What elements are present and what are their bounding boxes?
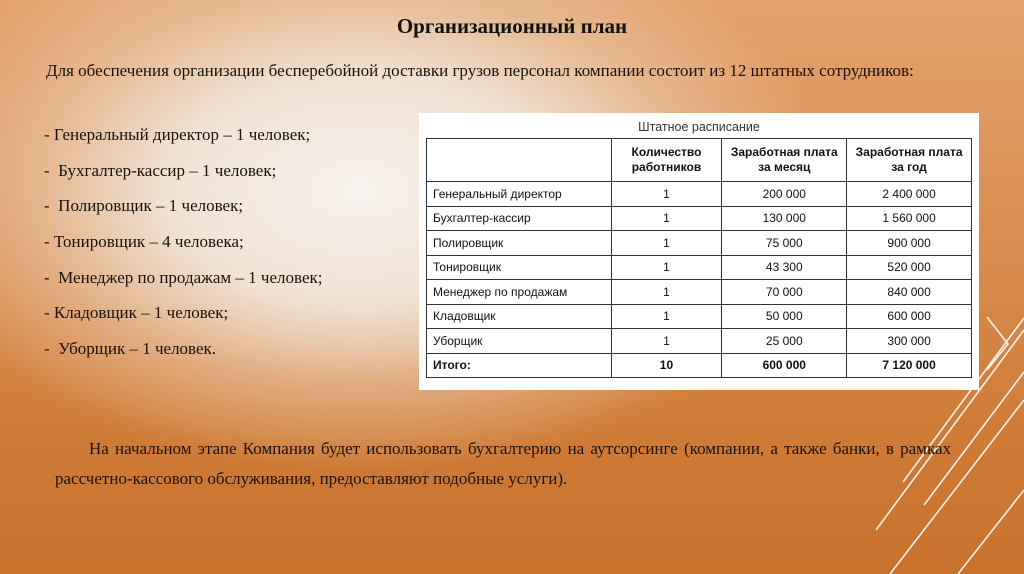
- table-cell: Кладовщик: [427, 304, 612, 329]
- staffing-table: [426, 138, 972, 378]
- column-header: Заработная плата за месяц: [722, 139, 847, 182]
- list-item: - Менеджер по продажам – 1 человек;: [44, 267, 323, 287]
- list-item: - Кладовщик – 1 человек;: [44, 303, 229, 323]
- outro-paragraph: На начальном этапе Компания будет использовать бухгалтерию на аутсорсинге (компании, а также банки, в рамках рассчетно-кассового обслуживания, предоставляют подобные услуги).: [55, 439, 951, 488]
- staffing-table-card: [419, 113, 979, 390]
- table-cell: 600 000: [847, 304, 972, 329]
- table-cell: 1: [611, 255, 722, 280]
- table-row: [427, 231, 972, 256]
- table-cell: 1 560 000: [847, 206, 972, 231]
- table-cell: 1: [611, 329, 722, 354]
- table-row: [427, 304, 972, 329]
- table-cell: 1: [611, 206, 722, 231]
- table-cell: Генеральный директор: [427, 182, 612, 207]
- table-row: [427, 329, 972, 354]
- table-cell: 600 000: [722, 353, 847, 378]
- column-header: Количество работников: [611, 139, 722, 182]
- table-cell: 25 000: [722, 329, 847, 354]
- table-cell: 900 000: [847, 231, 972, 256]
- list-item: - Генеральный директор – 1 человек;: [44, 125, 311, 144]
- table-cell: 50 000: [722, 304, 847, 329]
- table-row: [427, 280, 972, 305]
- table-cell: Полировщик: [427, 231, 612, 256]
- table-cell: 840 000: [847, 280, 972, 305]
- table-cell: Бухгалтер-кассир: [427, 206, 612, 231]
- table-cell: 2 400 000: [847, 182, 972, 207]
- table-row: [427, 255, 972, 280]
- table-cell: Тонировщик: [427, 255, 612, 280]
- table-row: [427, 182, 972, 207]
- table-header-row: [427, 139, 972, 182]
- table-row: [427, 206, 972, 231]
- table-cell: 300 000: [847, 329, 972, 354]
- table-cell: 10: [611, 353, 722, 378]
- column-header: Заработная плата за год: [847, 139, 972, 182]
- list-item: - Тонировщик – 4 человека;: [44, 232, 244, 252]
- list-item: - Полировщик – 1 человек;: [44, 196, 244, 216]
- table-cell: Менеджер по продажам: [427, 280, 612, 305]
- table-caption: Штатное расписание: [638, 120, 760, 134]
- table-cell: 1: [611, 304, 722, 329]
- table-total-row: [427, 353, 972, 378]
- table-cell: 43 300: [722, 255, 847, 280]
- list-item: - Уборщик – 1 человек.: [44, 339, 217, 359]
- page-title: Организационный план: [396, 14, 628, 38]
- table-cell: 200 000: [722, 182, 847, 207]
- table-cell: 520 000: [847, 255, 972, 280]
- table-cell: 75 000: [722, 231, 847, 256]
- table-cell: 1: [611, 182, 722, 207]
- table-cell: 1: [611, 231, 722, 256]
- table-cell: 130 000: [722, 206, 847, 231]
- table-cell: 7 120 000: [847, 353, 972, 378]
- table-cell: Итого:: [427, 353, 612, 378]
- intro-paragraph: Для обеспечения организации бесперебойной доставки грузов персонал компании состоит из 12 штатных сотрудников:: [46, 61, 914, 80]
- table-cell: 70 000: [722, 280, 847, 305]
- table-cell: 1: [611, 280, 722, 305]
- list-item: - Бухгалтер-кассир – 1 человек;: [44, 160, 277, 180]
- column-header: [427, 139, 612, 182]
- table-cell: Уборщик: [427, 329, 612, 354]
- staff-list: [44, 124, 322, 374]
